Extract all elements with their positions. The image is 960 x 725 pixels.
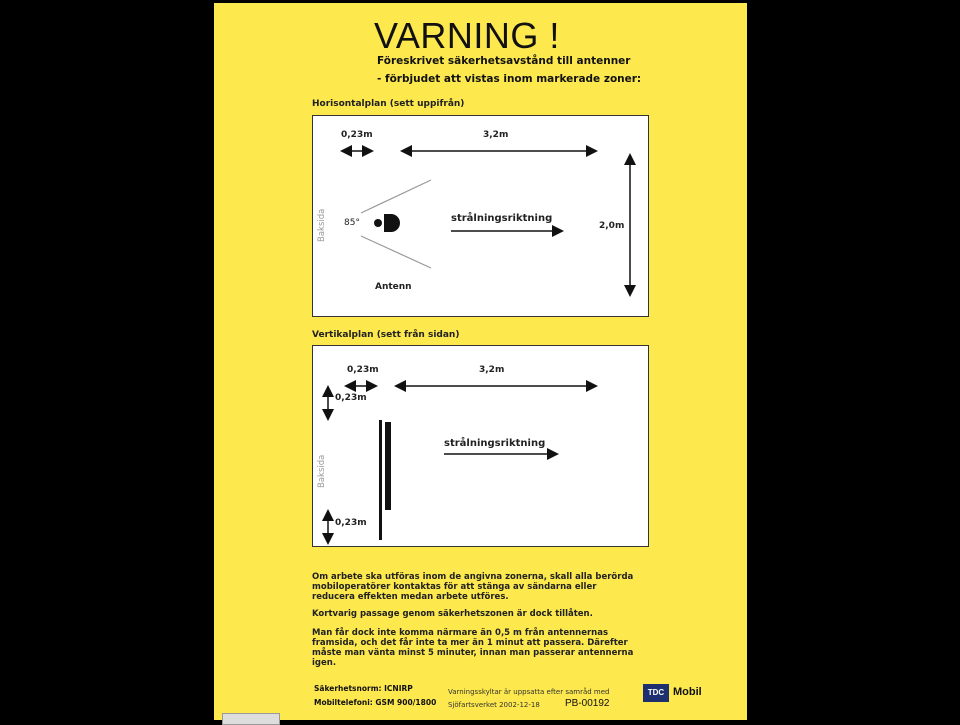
thumbnail-strip	[222, 713, 280, 725]
horizontal-direction-label: strålningsriktning	[451, 213, 553, 224]
antenna-icon	[384, 214, 400, 232]
horizontal-diagram	[313, 116, 648, 316]
vertical-backside-label: Baksida	[317, 454, 327, 488]
horizontal-backside-label: Baksida	[317, 208, 327, 242]
horizontal-dim-back: 0,23m	[341, 130, 373, 140]
vertical-panel	[312, 345, 649, 547]
vertical-dim-top: 0,23m	[335, 393, 367, 403]
antenna-label: Antenn	[375, 282, 412, 292]
footer-note-1: Varningsskyltar är uppsatta efter samråd med	[448, 688, 610, 696]
tdc-logo: TDC	[643, 684, 669, 702]
subtitle-line-2: - förbjudet att vistas inom markerade zoner:	[377, 73, 642, 85]
vertical-dim-front: 3,2m	[479, 365, 505, 375]
paragraph-distance: Man får dock inte komma närmare än 0,5 m från antennernas framsida, och det får inte ta mer än 1 minut att passera. Därefter måste man vänta minst 5 minuter, innan man passerar antennerna igen.	[312, 628, 634, 668]
paragraph-work: Om arbete ska utföras inom de angivna zonerna, skall alla berörda mobiloperatörer kontaktas för att stänga av sändarna eller reducera effekten medan arbete utföres.	[312, 572, 634, 602]
antenna-side-icon	[379, 420, 382, 540]
beam-edge-lower	[361, 236, 431, 268]
warning-sign	[214, 3, 747, 720]
horizontal-dim-front: 3,2m	[483, 130, 509, 140]
footer-norm: Säkerhetsnorm: ICNIRP	[314, 684, 413, 693]
vertical-heading: Vertikalplan (sett från sidan)	[312, 330, 460, 340]
vertical-direction-label: strålningsriktning	[444, 438, 546, 449]
vertical-dim-back: 0,23m	[347, 365, 379, 375]
angle-label: 85°	[344, 218, 360, 228]
antenna-back-icon	[374, 219, 382, 227]
horizontal-panel	[312, 115, 649, 317]
horizontal-dim-width: 2,0m	[599, 221, 625, 231]
vertical-dim-bottom: 0,23m	[335, 518, 367, 528]
footer-code: PB-00192	[565, 698, 610, 709]
paragraph-passage: Kortvarig passage genom säkerhetszonen är dock tillåten.	[312, 609, 593, 619]
subtitle-line-1: Föreskrivet säkerhetsavstånd till antenner	[377, 55, 631, 67]
antenna-body-icon	[385, 422, 391, 510]
footer-note-2: Sjöfartsverket 2002-12-18	[448, 701, 540, 709]
vertical-diagram	[313, 346, 648, 546]
brand-mobil: Mobil	[673, 686, 702, 698]
sign-title: VARNING !	[374, 15, 560, 56]
footer-system: Mobiltelefoni: GSM 900/1800	[314, 698, 437, 707]
beam-edge-upper	[361, 180, 431, 213]
horizontal-heading: Horisontalplan (sett uppifrån)	[312, 99, 465, 109]
